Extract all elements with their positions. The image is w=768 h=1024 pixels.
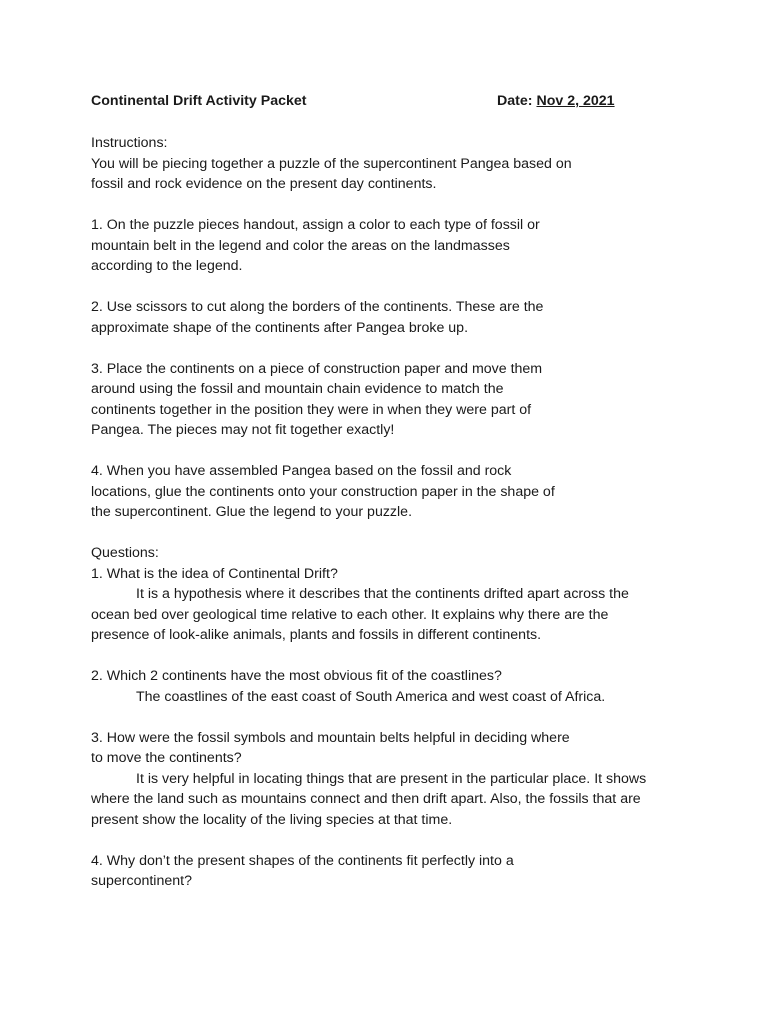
date-label: Date: xyxy=(497,93,533,109)
step-line: mountain belt in the legend and color the areas on the landmasses xyxy=(91,237,510,254)
questions-heading: Questions: xyxy=(91,545,159,561)
question-text: 1. What is the idea of Continental Drift? xyxy=(91,565,338,582)
answer-line: where the land such as mountains connect and then drift apart. Also, the fossils that are xyxy=(91,791,641,807)
step-line: continents together in the position they were in when they were part of xyxy=(91,401,532,418)
step-line: according to the legend. xyxy=(91,258,243,274)
step-line: 4. When you have assembled Pangea based on the fossil and rock xyxy=(91,463,512,479)
answer-line: present show the locality of the living species at that time. xyxy=(91,811,453,828)
step-line: 2. Use scissors to cut along the borders of the continents. These are the xyxy=(91,299,544,315)
step-line: the supercontinent. Glue the legend to your puzzle. xyxy=(91,504,413,520)
instruction-step-2 xyxy=(91,297,681,338)
step-line: around using the fossil and mountain chain evidence to match the xyxy=(91,381,504,397)
instructions-intro-line: You will be piecing together a puzzle of the supercontinent Pangea based on xyxy=(91,155,572,172)
question-4 xyxy=(91,851,681,892)
step-line: approximate shape of the continents after Pangea broke up. xyxy=(91,319,469,336)
instruction-step-3 xyxy=(91,359,681,441)
answer-line: ocean bed over geological time relative to each other. It explains why there are the xyxy=(91,606,609,623)
question-3 xyxy=(91,728,681,831)
document-title: Continental Drift Activity Packet xyxy=(91,93,307,109)
answer-line: It is very helpful in locating things that are present in the particular place. It shows xyxy=(136,770,647,787)
question-text: 4. Why don’t the present shapes of the continents fit perfectly into a xyxy=(91,852,514,869)
step-line: Pangea. The pieces may not fit together exactly! xyxy=(91,422,395,438)
instruction-step-4 xyxy=(91,461,681,523)
questions-section xyxy=(91,543,681,892)
document-body xyxy=(91,133,681,892)
answer-line: It is a hypothesis where it describes that the continents drifted apart across the xyxy=(136,586,629,602)
document-header xyxy=(91,93,651,113)
date-field xyxy=(497,93,618,109)
answer-line: The coastlines of the east coast of South America and west coast of Africa. xyxy=(136,688,606,705)
date-value: Nov 2, 2021 xyxy=(536,93,615,109)
answer-line: presence of look-alike animals, plants and fossils in different continents. xyxy=(91,627,542,643)
step-line: locations, glue the continents onto your construction paper in the shape of xyxy=(91,483,555,500)
question-2 xyxy=(91,666,681,707)
question-text: to move the continents? xyxy=(91,750,242,766)
instruction-step-1 xyxy=(91,215,681,277)
question-1 xyxy=(91,564,681,646)
instructions-heading: Instructions: xyxy=(91,135,168,151)
question-text: 2. Which 2 continents have the most obvious fit of the coastlines? xyxy=(91,668,502,684)
step-line: 3. Place the continents on a piece of construction paper and move them xyxy=(91,360,543,377)
instructions-section xyxy=(91,133,681,543)
instructions-intro-line: fossil and rock evidence on the present day continents. xyxy=(91,176,437,192)
question-text: supercontinent? xyxy=(91,873,192,889)
question-text: 3. How were the fossil symbols and mountain belts helpful in deciding where xyxy=(91,729,570,746)
step-line: 1. On the puzzle pieces handout, assign a color to each type of fossil or xyxy=(91,217,540,233)
